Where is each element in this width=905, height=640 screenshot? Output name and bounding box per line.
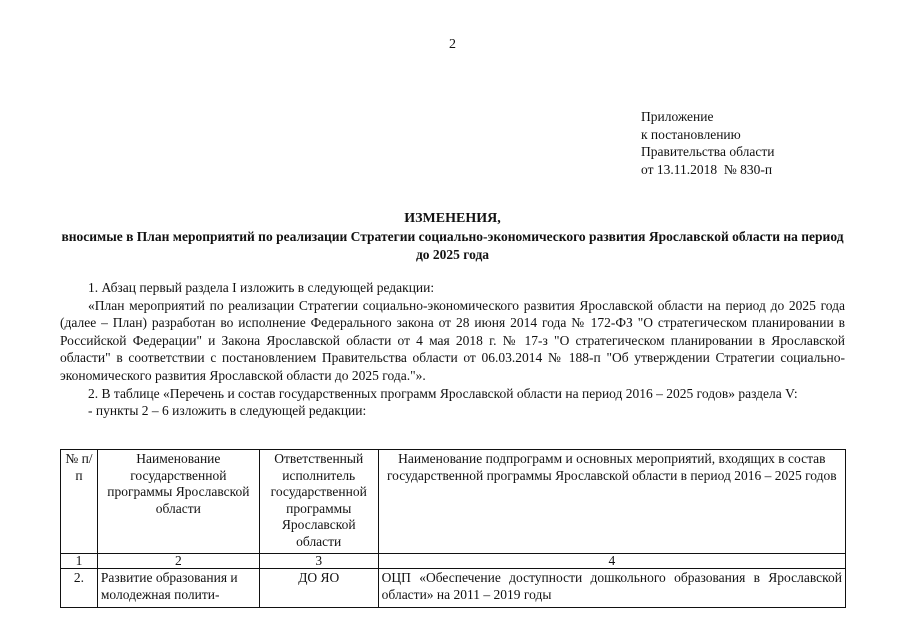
page-number: 2	[449, 37, 456, 52]
header-executor: Ответственный исполнитель государственной программы Ярославской области	[259, 450, 378, 554]
row-program: Развитие образования и молодежная полити-	[97, 569, 259, 608]
column-number: 1	[61, 554, 98, 569]
header-program: Наименование государственной программы Ярославской области	[97, 450, 259, 554]
row-subprograms: ОЦП «Обеспечение доступности дошкольного образования в Ярославской области» на 2011 – 2019 годы	[378, 569, 845, 608]
appendix-line: к постановлению	[641, 126, 741, 142]
paragraph: - пункты 2 – 6 изложить в следующей редакции:	[88, 403, 367, 419]
paragraph: 2. В таблице «Перечень и состав государственных программ Ярославской области на период 2016 – 2025 годов» раздела V:	[88, 385, 798, 401]
column-number-row	[61, 554, 846, 569]
table-header-row	[61, 450, 846, 554]
column-number: 2	[97, 554, 259, 569]
column-number: 3	[259, 554, 378, 569]
programs-table	[60, 449, 846, 608]
header-subprograms: Наименование подпрограмм и основных мероприятий, входящих в состав государственной программы Ярославской области в период 2016 – 2025 годов	[378, 450, 845, 554]
row-executor: ДО ЯО	[259, 569, 378, 608]
paragraph: 1. Абзац первый раздела I изложить в следующей редакции:	[88, 280, 435, 295]
header-number: № п/п	[61, 450, 98, 554]
document-subtitle: вносимые в План мероприятий по реализации Стратегии социально-экономического развития Ярославской области на период до 2025 года	[61, 229, 844, 262]
document-title: ИЗМЕНЕНИЯ,	[404, 211, 501, 226]
appendix-line: Приложение	[641, 109, 714, 124]
appendix-block	[641, 108, 774, 178]
appendix-line: Правительства области	[641, 144, 775, 159]
table-row	[61, 569, 846, 608]
column-number: 4	[378, 554, 845, 569]
appendix-line: от 13.11.2018 № 830-п	[641, 161, 773, 177]
document-body	[60, 279, 845, 420]
paragraph: «План мероприятий по реализации Стратегии социально-экономического развития Ярославской области на период до 2025 года (далее – План) разработан во исполнение Федерального закона от 28 июня 2014 года № 172-ФЗ "О стратегическом планировании в Российской Федерации" и Закона Ярославской области от 4 мая 2018 г. № 17-з "О стратегическом планировании в Ярославской области" в соответствии с постановлением Правительства области от 06.03.2014 № 188-п "Об утверждении Стратегии социально-экономического развития Ярославской области до 2025 года."».	[60, 297, 845, 383]
row-number: 2.	[61, 569, 98, 608]
